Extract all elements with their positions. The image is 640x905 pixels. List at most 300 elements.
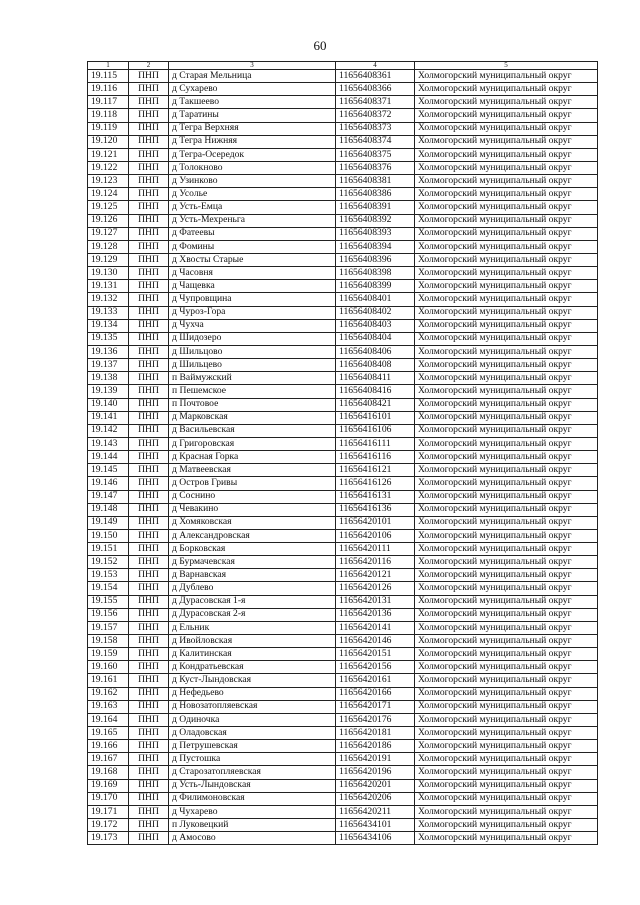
oktmo-code-cell: 11656408374 (336, 135, 415, 148)
row-number-cell: 19.142 (88, 424, 129, 437)
oktmo-code-cell: 11656420146 (336, 635, 415, 648)
table-row (88, 635, 598, 648)
settlement-name-cell: д Тегра Нижняя (169, 135, 336, 148)
settlement-name-cell: д Ивойловская (169, 635, 336, 648)
district-cell: Холмогорский муниципальный округ (415, 267, 598, 280)
settlement-name-cell: д Соснино (169, 490, 336, 503)
district-cell: Холмогорский муниципальный округ (415, 608, 598, 621)
settlement-type-cell: ПНП (129, 503, 169, 516)
table-row (88, 188, 598, 201)
table-row (88, 805, 598, 818)
row-number-cell: 19.119 (88, 122, 129, 135)
settlement-name-cell: д Петрушевская (169, 740, 336, 753)
oktmo-code-cell: 11656408411 (336, 372, 415, 385)
oktmo-code-cell: 11656420141 (336, 621, 415, 634)
table-row (88, 529, 598, 542)
oktmo-code-cell: 11656420131 (336, 595, 415, 608)
table-row (88, 214, 598, 227)
row-number-cell: 19.160 (88, 661, 129, 674)
table-body (88, 62, 598, 845)
settlement-name-cell: д Толокново (169, 161, 336, 174)
district-cell: Холмогорский муниципальный округ (415, 437, 598, 450)
settlement-type-cell: ПНП (129, 188, 169, 201)
oktmo-code-cell: 11656408402 (336, 306, 415, 319)
table-row (88, 543, 598, 556)
table-row (88, 582, 598, 595)
district-cell: Холмогорский муниципальный округ (415, 359, 598, 372)
district-cell: Холмогорский муниципальный округ (415, 240, 598, 253)
oktmo-code-cell: 11656408371 (336, 96, 415, 109)
settlement-type-cell: ПНП (129, 595, 169, 608)
settlement-type-cell: ПНП (129, 398, 169, 411)
oktmo-code-cell: 11656420151 (336, 648, 415, 661)
row-number-cell: 19.164 (88, 713, 129, 726)
settlement-type-cell: ПНП (129, 424, 169, 437)
oktmo-code-cell: 11656420171 (336, 700, 415, 713)
district-cell: Холмогорский муниципальный округ (415, 214, 598, 227)
oktmo-code-cell: 11656408421 (336, 398, 415, 411)
oktmo-code-cell: 11656416136 (336, 503, 415, 516)
row-number-cell: 19.165 (88, 727, 129, 740)
oktmo-code-cell: 11656408398 (336, 267, 415, 280)
row-number-cell: 19.133 (88, 306, 129, 319)
table-row (88, 490, 598, 503)
row-number-cell: 19.121 (88, 148, 129, 161)
district-cell: Холмогорский муниципальный округ (415, 175, 598, 188)
oktmo-code-cell: 11656408399 (336, 280, 415, 293)
district-cell: Холмогорский муниципальный округ (415, 621, 598, 634)
table-row (88, 332, 598, 345)
district-cell: Холмогорский муниципальный округ (415, 424, 598, 437)
row-number-cell: 19.127 (88, 227, 129, 240)
settlement-type-cell: ПНП (129, 83, 169, 96)
district-cell: Холмогорский муниципальный округ (415, 661, 598, 674)
table-row (88, 740, 598, 753)
district-cell: Холмогорский муниципальный округ (415, 503, 598, 516)
column-number: 5 (415, 62, 598, 70)
district-cell: Холмогорский муниципальный округ (415, 122, 598, 135)
district-cell: Холмогорский муниципальный округ (415, 253, 598, 266)
settlement-type-cell: ПНП (129, 201, 169, 214)
oktmo-code-cell: 11656408408 (336, 359, 415, 372)
district-cell: Холмогорский муниципальный округ (415, 70, 598, 83)
district-cell: Холмогорский муниципальный округ (415, 687, 598, 700)
column-number: 1 (88, 62, 129, 70)
settlement-type-cell: ПНП (129, 319, 169, 332)
oktmo-code-cell: 11656408361 (336, 70, 415, 83)
settlement-name-cell: д Чевакино (169, 503, 336, 516)
table-row (88, 556, 598, 569)
oktmo-code-cell: 11656420136 (336, 608, 415, 621)
table-row (88, 70, 598, 83)
table-row (88, 595, 598, 608)
settlement-name-cell: д Филимоновская (169, 792, 336, 805)
district-cell: Холмогорский муниципальный округ (415, 713, 598, 726)
district-cell: Холмогорский муниципальный округ (415, 674, 598, 687)
table-row (88, 161, 598, 174)
table-row (88, 779, 598, 792)
settlement-type-cell: ПНП (129, 267, 169, 280)
table-row (88, 372, 598, 385)
oktmo-code-cell: 11656416116 (336, 451, 415, 464)
table-row (88, 306, 598, 319)
settlement-name-cell: д Шильцово (169, 345, 336, 358)
settlement-name-cell: д Нефедьево (169, 687, 336, 700)
oktmo-code-cell: 11656420186 (336, 740, 415, 753)
settlement-type-cell: ПНП (129, 70, 169, 83)
settlement-type-cell: ПНП (129, 477, 169, 490)
table-row (88, 201, 598, 214)
settlement-type-cell: ПНП (129, 227, 169, 240)
settlement-type-cell: ПНП (129, 161, 169, 174)
oktmo-code-cell: 11656420191 (336, 753, 415, 766)
district-cell: Холмогорский муниципальный округ (415, 464, 598, 477)
district-cell: Холмогорский муниципальный округ (415, 635, 598, 648)
row-number-cell: 19.138 (88, 372, 129, 385)
oktmo-code-cell: 11656420211 (336, 805, 415, 818)
district-cell: Холмогорский муниципальный округ (415, 477, 598, 490)
oktmo-code-cell: 11656408416 (336, 385, 415, 398)
row-number-cell: 19.166 (88, 740, 129, 753)
district-cell: Холмогорский муниципальный округ (415, 96, 598, 109)
settlement-type-cell: ПНП (129, 740, 169, 753)
settlement-name-cell: д Чухча (169, 319, 336, 332)
settlement-name-cell: д Тегра Верхняя (169, 122, 336, 135)
table-row (88, 621, 598, 634)
table-row (88, 253, 598, 266)
column-number: 3 (169, 62, 336, 70)
row-number-cell: 19.162 (88, 687, 129, 700)
settlement-name-cell: д Шидозеро (169, 332, 336, 345)
settlement-type-cell: ПНП (129, 411, 169, 424)
settlement-name-cell: д Борковская (169, 543, 336, 556)
table-row (88, 109, 598, 122)
row-number-cell: 19.141 (88, 411, 129, 424)
oktmo-code-cell: 11656420196 (336, 766, 415, 779)
district-cell: Холмогорский муниципальный округ (415, 372, 598, 385)
table-row (88, 832, 598, 845)
oktmo-code-cell: 11656420176 (336, 713, 415, 726)
settlement-type-cell: ПНП (129, 792, 169, 805)
settlement-type-cell: ПНП (129, 175, 169, 188)
table-row (88, 148, 598, 161)
district-cell: Холмогорский муниципальный округ (415, 280, 598, 293)
settlement-type-cell: ПНП (129, 280, 169, 293)
district-cell: Холмогорский муниципальный округ (415, 516, 598, 529)
district-cell: Холмогорский муниципальный округ (415, 332, 598, 345)
column-number-row (88, 62, 598, 70)
settlement-name-cell: д Остров Гривы (169, 477, 336, 490)
settlements-table (87, 61, 598, 845)
settlement-name-cell: д Старая Мельница (169, 70, 336, 83)
oktmo-code-cell: 11656434106 (336, 832, 415, 845)
settlement-name-cell: д Одиночка (169, 713, 336, 726)
district-cell: Холмогорский муниципальный округ (415, 109, 598, 122)
settlement-type-cell: ПНП (129, 359, 169, 372)
district-cell: Холмогорский муниципальный округ (415, 306, 598, 319)
oktmo-code-cell: 11656420101 (336, 516, 415, 529)
row-number-cell: 19.154 (88, 582, 129, 595)
oktmo-code-cell: 11656416101 (336, 411, 415, 424)
table-row (88, 280, 598, 293)
row-number-cell: 19.153 (88, 569, 129, 582)
district-cell: Холмогорский муниципальный округ (415, 740, 598, 753)
settlement-name-cell: п Пешемское (169, 385, 336, 398)
settlement-type-cell: ПНП (129, 687, 169, 700)
row-number-cell: 19.172 (88, 819, 129, 832)
district-cell: Холмогорский муниципальный округ (415, 582, 598, 595)
oktmo-code-cell: 11656408406 (336, 345, 415, 358)
row-number-cell: 19.150 (88, 529, 129, 542)
settlement-name-cell: п Луковецкий (169, 819, 336, 832)
district-cell: Холмогорский муниципальный округ (415, 819, 598, 832)
table-row (88, 503, 598, 516)
row-number-cell: 19.134 (88, 319, 129, 332)
table-row (88, 766, 598, 779)
table-row (88, 700, 598, 713)
row-number-cell: 19.136 (88, 345, 129, 358)
settlement-type-cell: ПНП (129, 805, 169, 818)
oktmo-code-cell: 11656408386 (336, 188, 415, 201)
row-number-cell: 19.132 (88, 293, 129, 306)
oktmo-code-cell: 11656408392 (336, 214, 415, 227)
settlement-type-cell: ПНП (129, 385, 169, 398)
district-cell: Холмогорский муниципальный округ (415, 766, 598, 779)
table-row (88, 792, 598, 805)
row-number-cell: 19.152 (88, 556, 129, 569)
oktmo-code-cell: 11656420156 (336, 661, 415, 674)
settlement-type-cell: ПНП (129, 648, 169, 661)
oktmo-code-cell: 11656420106 (336, 529, 415, 542)
oktmo-code-cell: 11656408404 (336, 332, 415, 345)
settlement-name-cell: д Новозатопляевская (169, 700, 336, 713)
district-cell: Холмогорский муниципальный округ (415, 569, 598, 582)
settlement-name-cell: д Такшеево (169, 96, 336, 109)
settlement-name-cell: д Пустошка (169, 753, 336, 766)
district-cell: Холмогорский муниципальный округ (415, 345, 598, 358)
row-number-cell: 19.128 (88, 240, 129, 253)
row-number-cell: 19.173 (88, 832, 129, 845)
oktmo-code-cell: 11656420111 (336, 543, 415, 556)
oktmo-code-cell: 11656408396 (336, 253, 415, 266)
row-number-cell: 19.167 (88, 753, 129, 766)
settlement-type-cell: ПНП (129, 608, 169, 621)
row-number-cell: 19.155 (88, 595, 129, 608)
settlement-type-cell: ПНП (129, 635, 169, 648)
row-number-cell: 19.168 (88, 766, 129, 779)
district-cell: Холмогорский муниципальный округ (415, 293, 598, 306)
settlement-type-cell: ПНП (129, 490, 169, 503)
table-row (88, 464, 598, 477)
table-row (88, 424, 598, 437)
settlement-name-cell: д Дурасовская 2-я (169, 608, 336, 621)
table-row (88, 293, 598, 306)
district-cell: Холмогорский муниципальный округ (415, 543, 598, 556)
oktmo-code-cell: 11656434101 (336, 819, 415, 832)
row-number-cell: 19.151 (88, 543, 129, 556)
settlement-name-cell: д Марковская (169, 411, 336, 424)
oktmo-code-cell: 11656408403 (336, 319, 415, 332)
settlement-name-cell: д Матвеевская (169, 464, 336, 477)
table-row (88, 569, 598, 582)
row-number-cell: 19.139 (88, 385, 129, 398)
settlement-type-cell: ПНП (129, 135, 169, 148)
settlement-type-cell: ПНП (129, 621, 169, 634)
settlement-name-cell: д Бурмачевская (169, 556, 336, 569)
settlement-name-cell: д Тегра-Осередок (169, 148, 336, 161)
district-cell: Холмогорский муниципальный округ (415, 188, 598, 201)
row-number-cell: 19.135 (88, 332, 129, 345)
table-row (88, 437, 598, 450)
oktmo-code-cell: 11656416111 (336, 437, 415, 450)
settlement-name-cell: д Ельник (169, 621, 336, 634)
row-number-cell: 19.169 (88, 779, 129, 792)
row-number-cell: 19.159 (88, 648, 129, 661)
row-number-cell: 19.163 (88, 700, 129, 713)
table-row (88, 135, 598, 148)
settlement-name-cell: д Таратины (169, 109, 336, 122)
settlement-name-cell: д Васильевская (169, 424, 336, 437)
table-row (88, 674, 598, 687)
oktmo-code-cell: 11656408394 (336, 240, 415, 253)
settlement-type-cell: ПНП (129, 529, 169, 542)
row-number-cell: 19.161 (88, 674, 129, 687)
row-number-cell: 19.148 (88, 503, 129, 516)
settlement-type-cell: ПНП (129, 240, 169, 253)
table-row (88, 122, 598, 135)
table-row (88, 240, 598, 253)
settlement-name-cell: д Усть-Емца (169, 201, 336, 214)
settlement-type-cell: ПНП (129, 109, 169, 122)
row-number-cell: 19.130 (88, 267, 129, 280)
district-cell: Холмогорский муниципальный округ (415, 319, 598, 332)
oktmo-code-cell: 11656408373 (336, 122, 415, 135)
settlement-name-cell: д Шильцево (169, 359, 336, 372)
district-cell: Холмогорский муниципальный округ (415, 700, 598, 713)
table-row (88, 359, 598, 372)
oktmo-code-cell: 11656408393 (336, 227, 415, 240)
settlement-name-cell: д Варнавская (169, 569, 336, 582)
settlement-type-cell: ПНП (129, 214, 169, 227)
table-row (88, 516, 598, 529)
settlement-type-cell: ПНП (129, 372, 169, 385)
settlement-type-cell: ПНП (129, 464, 169, 477)
table-row (88, 267, 598, 280)
settlement-type-cell: ПНП (129, 569, 169, 582)
settlement-name-cell: д Александровская (169, 529, 336, 542)
settlement-name-cell: д Узинково (169, 175, 336, 188)
row-number-cell: 19.116 (88, 83, 129, 96)
district-cell: Холмогорский муниципальный округ (415, 779, 598, 792)
settlement-name-cell: д Григоровская (169, 437, 336, 450)
settlement-name-cell: д Оладовская (169, 727, 336, 740)
table-row (88, 819, 598, 832)
row-number-cell: 19.149 (88, 516, 129, 529)
row-number-cell: 19.156 (88, 608, 129, 621)
table-row (88, 227, 598, 240)
settlement-type-cell: ПНП (129, 700, 169, 713)
column-number: 2 (129, 62, 169, 70)
oktmo-code-cell: 11656416126 (336, 477, 415, 490)
settlement-name-cell: д Чуроз-Гора (169, 306, 336, 319)
district-cell: Холмогорский муниципальный округ (415, 595, 598, 608)
row-number-cell: 19.157 (88, 621, 129, 634)
settlement-type-cell: ПНП (129, 345, 169, 358)
district-cell: Холмогорский муниципальный округ (415, 727, 598, 740)
district-cell: Холмогорский муниципальный округ (415, 648, 598, 661)
settlement-name-cell: д Чухарево (169, 805, 336, 818)
oktmo-code-cell: 11656408375 (336, 148, 415, 161)
row-number-cell: 19.124 (88, 188, 129, 201)
row-number-cell: 19.129 (88, 253, 129, 266)
district-cell: Холмогорский муниципальный округ (415, 529, 598, 542)
settlement-name-cell: д Чащевка (169, 280, 336, 293)
settlement-name-cell: д Усть-Мехреньга (169, 214, 336, 227)
row-number-cell: 19.137 (88, 359, 129, 372)
settlement-name-cell: д Хвосты Старые (169, 253, 336, 266)
settlement-type-cell: ПНП (129, 779, 169, 792)
settlement-type-cell: ПНП (129, 451, 169, 464)
oktmo-code-cell: 11656420161 (336, 674, 415, 687)
table-row (88, 96, 598, 109)
table-row (88, 411, 598, 424)
settlement-name-cell: д Красная Горка (169, 451, 336, 464)
district-cell: Холмогорский муниципальный округ (415, 227, 598, 240)
table-row (88, 753, 598, 766)
settlement-type-cell: ПНП (129, 516, 169, 529)
settlement-type-cell: ПНП (129, 674, 169, 687)
table-row (88, 83, 598, 96)
table-row (88, 648, 598, 661)
settlement-type-cell: ПНП (129, 543, 169, 556)
column-number: 4 (336, 62, 415, 70)
settlement-type-cell: ПНП (129, 556, 169, 569)
row-number-cell: 19.145 (88, 464, 129, 477)
district-cell: Холмогорский муниципальный округ (415, 411, 598, 424)
district-cell: Холмогорский муниципальный округ (415, 753, 598, 766)
settlement-type-cell: ПНП (129, 819, 169, 832)
district-cell: Холмогорский муниципальный округ (415, 490, 598, 503)
table-row (88, 175, 598, 188)
row-number-cell: 19.120 (88, 135, 129, 148)
oktmo-code-cell: 11656420126 (336, 582, 415, 595)
oktmo-code-cell: 11656416131 (336, 490, 415, 503)
settlement-type-cell: ПНП (129, 437, 169, 450)
district-cell: Холмогорский муниципальный округ (415, 451, 598, 464)
district-cell: Холмогорский муниципальный округ (415, 201, 598, 214)
row-number-cell: 19.143 (88, 437, 129, 450)
page-number: 60 (313, 38, 327, 53)
oktmo-code-cell: 11656420116 (336, 556, 415, 569)
district-cell: Холмогорский муниципальный округ (415, 83, 598, 96)
oktmo-code-cell: 11656408372 (336, 109, 415, 122)
settlement-name-cell: п Почтовое (169, 398, 336, 411)
row-number-cell: 19.140 (88, 398, 129, 411)
table-row (88, 687, 598, 700)
settlement-name-cell: д Амосово (169, 832, 336, 845)
row-number-cell: 19.144 (88, 451, 129, 464)
oktmo-code-cell: 11656408381 (336, 175, 415, 188)
table-row (88, 727, 598, 740)
settlement-name-cell: д Дурасовская 1-я (169, 595, 336, 608)
table-row (88, 385, 598, 398)
settlement-type-cell: ПНП (129, 253, 169, 266)
settlement-type-cell: ПНП (129, 148, 169, 161)
settlement-name-cell: д Кондратьевская (169, 661, 336, 674)
settlement-type-cell: ПНП (129, 713, 169, 726)
row-number-cell: 19.158 (88, 635, 129, 648)
district-cell: Холмогорский муниципальный округ (415, 398, 598, 411)
